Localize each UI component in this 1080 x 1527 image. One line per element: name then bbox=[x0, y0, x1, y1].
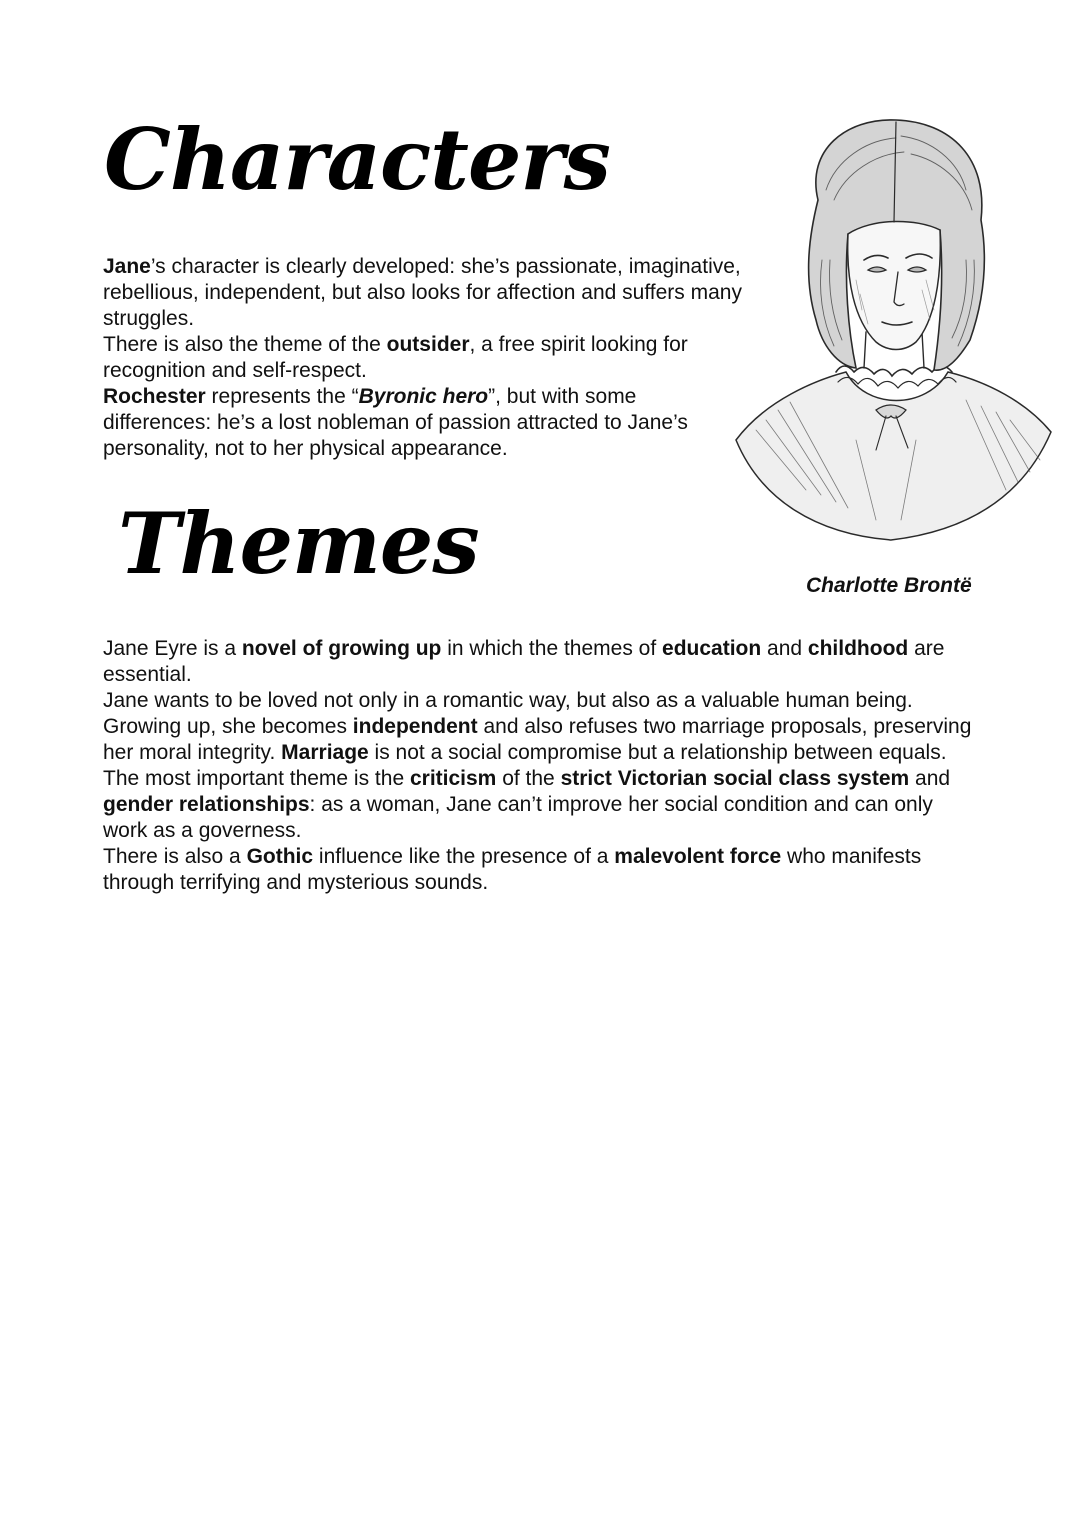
bold-text: Jane bbox=[103, 255, 151, 278]
body-text: , a free spirit looking for recognition and self-respect. bbox=[103, 333, 688, 382]
bold-text: outsider bbox=[386, 333, 470, 356]
themes-heading: Themes bbox=[118, 494, 479, 593]
bold-text: gender relationships bbox=[103, 793, 310, 816]
themes-paragraph-criticism bbox=[103, 766, 983, 844]
body-text: The most important theme is the bbox=[103, 767, 410, 790]
bold-text: Gothic bbox=[246, 845, 314, 868]
body-text: are essential. bbox=[103, 637, 945, 686]
portrait-caption: Charlotte Brontë bbox=[806, 574, 972, 597]
body-text: and bbox=[761, 637, 808, 660]
body-text: who manifests through terrifying and mysterious sounds. bbox=[103, 845, 922, 894]
characters-paragraph-jane bbox=[103, 254, 743, 332]
themes-paragraph-gothic bbox=[103, 844, 983, 896]
characters-heading: Characters bbox=[104, 110, 610, 209]
bold-italic-text: Byronic hero bbox=[358, 385, 489, 408]
body-text: There is also a bbox=[103, 845, 247, 868]
bold-text: childhood bbox=[807, 637, 909, 660]
body-text: is not a social compromise but a relationship between equals. bbox=[368, 741, 947, 764]
body-text: and also refuses two marriage proposals, preserving her moral integrity. bbox=[103, 715, 972, 764]
characters-section bbox=[103, 254, 743, 462]
body-text: ’s character is clearly developed: she’s passionate, imaginative, rebellious, independent, but also looks for affection and suffers many struggles. bbox=[103, 255, 742, 330]
body-text: ”, but with some differences: he’s a lost nobleman of passion attracted to Jane’s personality, not to her physical appearance. bbox=[103, 385, 688, 460]
bold-text: criticism bbox=[409, 767, 497, 790]
body-text: There is also the theme of the bbox=[103, 333, 387, 356]
body-text: in which the themes of bbox=[441, 637, 663, 660]
bold-text: Rochester bbox=[103, 385, 206, 408]
bold-text: education bbox=[662, 637, 762, 660]
themes-paragraph-love bbox=[103, 688, 983, 766]
characters-paragraph-rochester bbox=[103, 384, 743, 462]
body-text: influence like the presence of a bbox=[313, 845, 615, 868]
body-text: and bbox=[909, 767, 951, 790]
themes-paragraph-growing-up bbox=[103, 636, 983, 688]
body-text: of the bbox=[496, 767, 561, 790]
body-text: Jane wants to be loved not only in a romantic way, but also as a valuable human being. Growing up, she becomes bbox=[103, 689, 913, 738]
body-text: Jane Eyre is a bbox=[103, 637, 242, 660]
body-text: : as a woman, Jane can’t improve her social condition and can only work as a governess. bbox=[103, 793, 933, 842]
bold-text: Marriage bbox=[281, 741, 369, 764]
bold-text: strict Victorian social class system bbox=[560, 767, 910, 790]
bold-text: novel of growing up bbox=[241, 637, 442, 660]
bold-text: independent bbox=[352, 715, 478, 738]
themes-section bbox=[103, 636, 983, 896]
bold-text: malevolent force bbox=[614, 845, 782, 868]
charlotte-bronte-portrait bbox=[726, 110, 1056, 550]
body-text: represents the “ bbox=[205, 385, 359, 408]
characters-paragraph-outsider bbox=[103, 332, 743, 384]
